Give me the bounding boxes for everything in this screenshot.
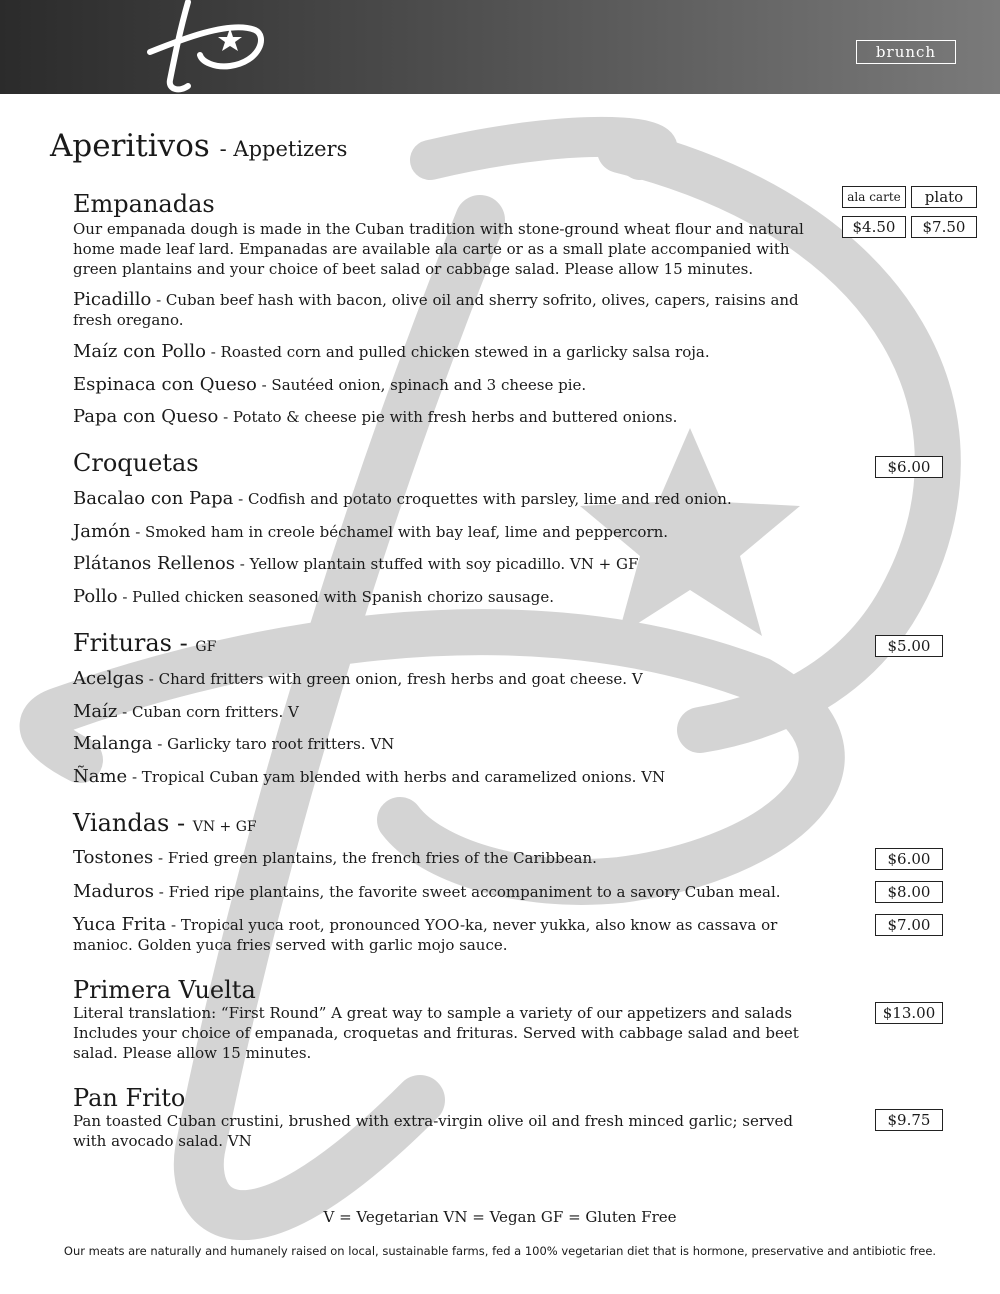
section-frituras-title [73, 629, 216, 657]
menu-item [73, 290, 823, 330]
menu-item [73, 407, 823, 427]
croquetas-price: $6.00 [875, 456, 943, 478]
item-description: - Cuban corn fritters. V [117, 703, 299, 721]
section-viandas-name: Viandas - [73, 809, 186, 837]
menu-item [73, 375, 823, 395]
empanadas-description: Our empanada dough is made in the Cuban tradition with stone-ground wheat flour and natural home made leaf lard. Empanadas are available ala carte or as a small plate accompanied with green plantains and your choice of beet salad or cabbage salad. Please allow 15 minutes. [73, 220, 804, 278]
logo-icon [140, 0, 270, 94]
item-description: - Tropical yuca root, pronounced YOO-ka, never yukka, also know as cassava or manioc. Golden yuca fries served with garlic mojo sauce. [73, 916, 778, 954]
menu-item [73, 767, 823, 787]
header-bar [0, 0, 1000, 94]
section-viandas-title [73, 809, 257, 837]
footer-note: Our meats are naturally and humanely raised on local, sustainable farms, fed a 100% vegetarian diet that is hormone, preservative and antibiotic free. [63, 1244, 937, 1258]
section-croquetas-title: Croquetas [73, 449, 199, 477]
item-name: Papa con Queso [73, 406, 219, 427]
item-name: Malanga [73, 733, 153, 754]
section-primera-vuelta-title: Primera Vuelta [73, 976, 256, 1004]
item-name: Yuca Frita [73, 914, 167, 935]
item-description: - Tropical Cuban yam blended with herbs and caramelized onions. VN [127, 768, 666, 786]
item-description: - Chard fritters with green onion, fresh herbs and goat cheese. V [143, 670, 643, 688]
menu-item [73, 587, 823, 607]
item-description: - Roasted corn and pulled chicken stewed in a garlicky salsa roja. [205, 343, 710, 361]
menu-item [73, 848, 823, 868]
item-description: - Codfish and potato croquettes with parsley, lime and red onion. [233, 490, 732, 508]
item-name: Maíz [73, 701, 118, 722]
a-la-carte-price: $4.50 [842, 216, 906, 238]
primera-vuelta-price: $13.00 [875, 1002, 943, 1024]
title-main: Aperitivos [50, 128, 210, 164]
item-name: Maduros [73, 881, 154, 902]
item-description: - Potato & cheese pie with fresh herbs and buttered onions. [218, 408, 678, 426]
item-name: Jamón [73, 521, 131, 542]
plato-price: $7.50 [911, 216, 977, 238]
item-description: - Yellow plantain stuffed with soy picadillo. VN + GF [235, 555, 639, 573]
menu-item [73, 342, 823, 362]
maduros-price: $8.00 [875, 881, 943, 903]
section-pan-frito-title: Pan Frito [73, 1084, 186, 1112]
item-name: Tostones [73, 847, 154, 868]
plato-label: plato [911, 186, 977, 208]
menu-item [73, 522, 823, 542]
dietary-legend: V = Vegetarian VN = Vegan GF = Gluten Free [323, 1208, 677, 1226]
a-la-carte-label: ala carte [842, 186, 906, 208]
section-frituras-name: Frituras - [73, 629, 188, 657]
item-name: Pollo [73, 586, 118, 607]
item-description: - Fried ripe plantains, the favorite sweet accompaniment to a savory Cuban meal. [153, 883, 781, 901]
pan-frito-price: $9.75 [875, 1109, 943, 1131]
menu-item [73, 489, 823, 509]
tostones-price: $6.00 [875, 848, 943, 870]
item-name: Maíz con Pollo [73, 341, 206, 362]
item-name: Plátanos Rellenos [73, 553, 235, 574]
section-viandas-tag: VN + GF [192, 819, 257, 835]
menu-item [73, 554, 823, 574]
pan-frito-description: Pan toasted Cuban crustini, brushed with extra-virgin olive oil and fresh minced garlic; served with avocado salad. VN [73, 1112, 793, 1150]
item-description: - Smoked ham in creole béchamel with bay leaf, lime and peppercorn. [130, 523, 669, 541]
item-description: - Cuban beef hash with bacon, olive oil and sherry sofrito, olives, capers, raisins and fresh oregano. [73, 291, 799, 329]
yuca-frita-price: $7.00 [875, 914, 943, 936]
item-name: Bacalao con Papa [73, 488, 234, 509]
menu-item [73, 882, 823, 902]
menu-item [73, 702, 823, 722]
menu-item [73, 915, 823, 955]
section-empanadas-title: Empanadas [73, 190, 215, 218]
item-description: - Sautéed onion, spinach and 3 cheese pie. [256, 376, 587, 394]
menu-item [73, 734, 823, 754]
item-name: Ñame [73, 766, 128, 787]
item-name: Acelgas [73, 668, 144, 689]
title-subtitle: - Appetizers [219, 137, 348, 161]
item-description: - Fried green plantains, the french fries of the Caribbean. [153, 849, 597, 867]
brunch-button[interactable]: brunch [856, 40, 956, 64]
item-name: Picadillo [73, 289, 152, 310]
page-title [50, 128, 347, 164]
primera-vuelta-description: Literal translation: “First Round” A great way to sample a variety of our appetizers and salads Includes your choice of empanada, croquetas and frituras. Served with cabbage salad and beet salad. Please allow 15 minutes. [73, 1004, 799, 1062]
item-description: - Garlicky taro root fritters. VN [152, 735, 395, 753]
item-name: Espinaca con Queso [73, 374, 257, 395]
frituras-price: $5.00 [875, 635, 943, 657]
item-description: - Pulled chicken seasoned with Spanish chorizo sausage. [117, 588, 555, 606]
menu-item [73, 669, 823, 689]
section-frituras-tag: GF [195, 639, 217, 655]
